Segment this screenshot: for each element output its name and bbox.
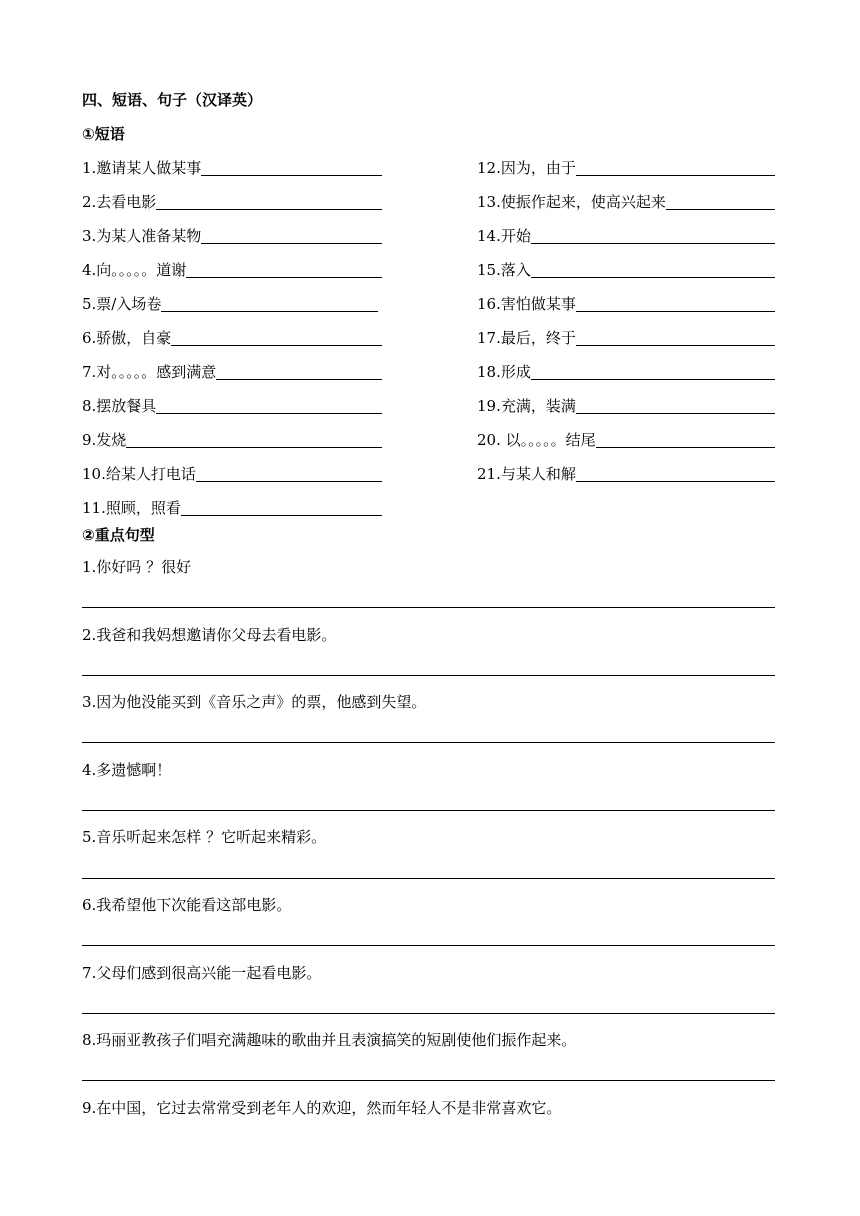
phrase-answer-blank[interactable] (161, 293, 378, 312)
phrase-item (477, 156, 775, 178)
sentence-answer-line[interactable] (82, 742, 775, 743)
phrase-answer-blank[interactable] (216, 361, 382, 380)
sentence-answer-line[interactable] (82, 607, 775, 608)
phrase-answer-blank[interactable] (181, 497, 382, 516)
sentence-answer-line[interactable] (82, 1080, 775, 1081)
sentence-answer-line[interactable] (82, 675, 775, 676)
phrase-item (477, 292, 775, 314)
phrase-label: 15.落入 (477, 261, 531, 279)
phrase-answer-blank[interactable] (576, 463, 775, 482)
phrase-label: 18.形成 (477, 363, 531, 381)
sentence-answer-line[interactable] (82, 878, 775, 879)
section-title: 四、短语、句子（汉译英） (82, 91, 263, 109)
phrase-label: 1.邀请某人做某事 (82, 159, 202, 177)
phrase-item (82, 156, 382, 178)
phrase-label: 11.照顾，照看 (82, 499, 181, 517)
phrase-label: 10.给某人打电话 (82, 465, 196, 483)
sentence-prompt: 2.我爸和我妈想邀请你父母去看电影。 (82, 626, 337, 644)
phrase-answer-blank[interactable] (531, 259, 775, 278)
phrase-item (82, 462, 382, 484)
phrase-item (82, 292, 378, 314)
sentence-answer-line[interactable] (82, 945, 775, 946)
phrase-label: 6.骄傲，自豪 (82, 329, 172, 347)
phrase-item (477, 428, 775, 450)
phrase-label: 8.摆放餐具 (82, 397, 157, 415)
phrase-item (477, 326, 775, 348)
phrase-answer-blank[interactable] (126, 429, 382, 448)
sentence-prompt: 4.多遗憾啊！ (82, 761, 172, 779)
phrase-label: 21.与某人和解 (477, 465, 576, 483)
phrase-answer-blank[interactable] (196, 463, 382, 482)
phrase-answer-blank[interactable] (186, 259, 382, 278)
phrase-label: 4.向。。。。。道谢 (82, 261, 187, 279)
phrase-item (82, 258, 382, 280)
phrase-item (477, 224, 775, 246)
sentence-prompt: 8.玛丽亚教孩子们唱充满趣味的歌曲并且表演搞笑的短剧使他们振作起来。 (82, 1031, 577, 1049)
sentences-heading: ②重点句型 (82, 526, 155, 544)
phrase-label: 9.发烧 (82, 431, 127, 449)
phrase-item (477, 462, 775, 484)
phrase-item (477, 394, 775, 416)
phrase-answer-blank[interactable] (576, 327, 775, 346)
phrase-label: 7.对。。。。。感到满意 (82, 363, 217, 381)
phrase-item (82, 394, 382, 416)
phrase-label: 20. 以。。。。。结尾 (477, 431, 596, 449)
phrase-answer-blank[interactable] (576, 157, 775, 176)
phrase-label: 13.使振作起来，使高兴起来 (477, 193, 666, 211)
sentence-prompt: 3.因为他没能买到《音乐之声》的票，他感到失望。 (82, 693, 427, 711)
phrase-item (82, 224, 382, 246)
sentence-prompt: 5.音乐听起来怎样 ？它听起来精彩。 (82, 828, 327, 846)
phrase-label: 5.票/入场卷 (82, 295, 162, 313)
phrase-answer-blank[interactable] (201, 225, 382, 244)
phrase-label: 16.害怕做某事 (477, 295, 576, 313)
phrase-answer-blank[interactable] (156, 191, 382, 210)
sentence-prompt: 9.在中国，它过去常常受到老年人的欢迎，然而年轻人不是非常喜欢它。 (82, 1099, 562, 1117)
phrase-answer-blank[interactable] (531, 225, 775, 244)
phrase-label: 2.去看电影 (82, 193, 157, 211)
phrase-item (477, 258, 775, 280)
phrase-item (82, 326, 382, 348)
phrase-answer-blank[interactable] (576, 395, 775, 414)
phrase-label: 17.最后，终于 (477, 329, 576, 347)
phrase-item (82, 360, 382, 382)
phrases-heading: ①短语 (82, 125, 125, 143)
phrase-answer-blank[interactable] (596, 429, 775, 448)
sentence-answer-line[interactable] (82, 810, 775, 811)
phrase-item (82, 428, 382, 450)
phrase-answer-blank[interactable] (156, 395, 382, 414)
phrase-answer-blank[interactable] (666, 191, 775, 210)
phrase-label: 12.因为，由于 (477, 159, 576, 177)
phrase-answer-blank[interactable] (171, 327, 382, 346)
phrase-label: 3.为某人准备某物 (82, 227, 202, 245)
sentence-answer-line[interactable] (82, 1013, 775, 1014)
phrase-item (477, 360, 775, 382)
phrase-label: 14.开始 (477, 227, 531, 245)
phrase-answer-blank[interactable] (201, 157, 382, 176)
phrase-item (82, 190, 382, 212)
phrase-item (82, 496, 382, 518)
phrase-item (477, 190, 775, 212)
phrase-answer-blank[interactable] (576, 293, 775, 312)
sentence-prompt: 1.你好吗 ？很好 (82, 558, 192, 576)
sentence-prompt: 7.父母们感到很高兴能一起看电影。 (82, 964, 322, 982)
phrase-answer-blank[interactable] (531, 361, 775, 380)
sentence-prompt: 6.我希望他下次能看这部电影。 (82, 896, 292, 914)
phrase-label: 19.充满，装满 (477, 397, 576, 415)
